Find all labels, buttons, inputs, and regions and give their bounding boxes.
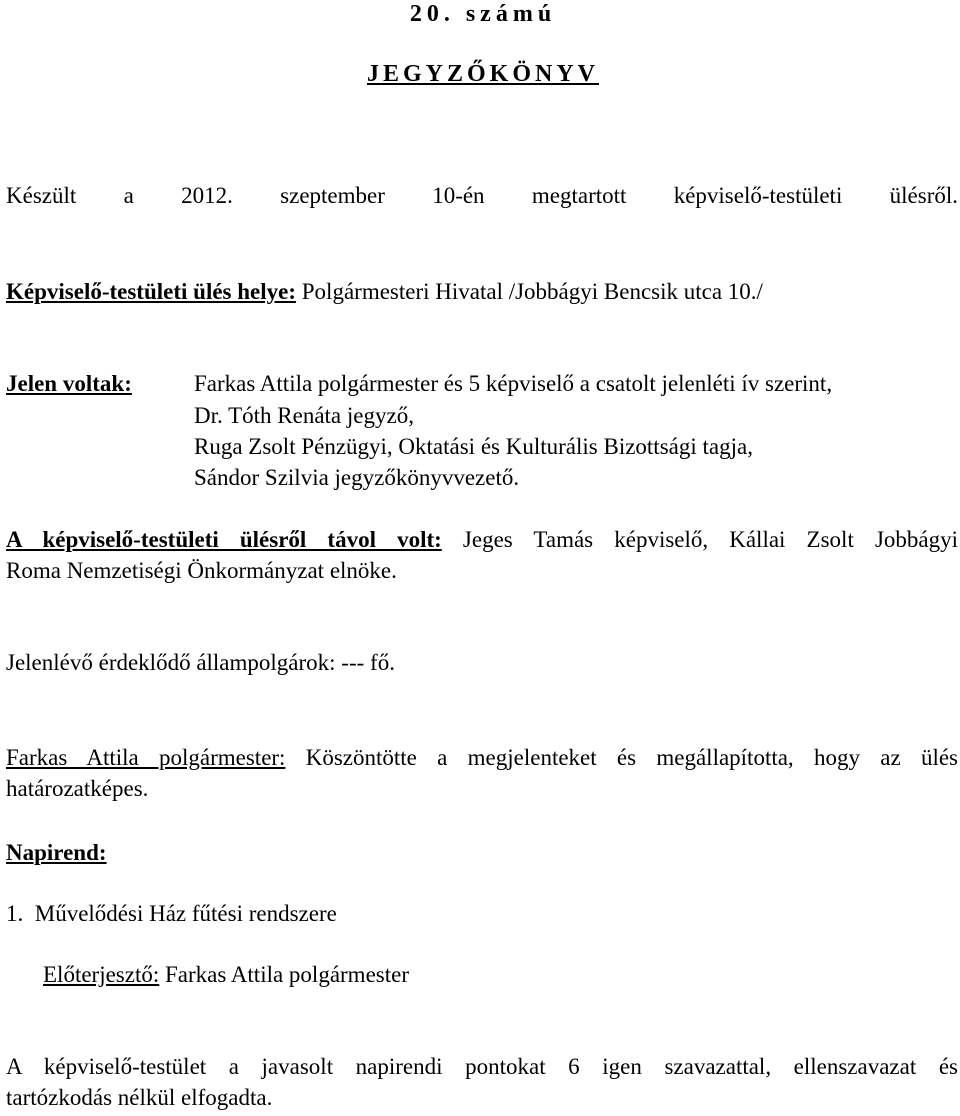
absent-line-2: Roma Nemzetiségi Önkormányzat elnöke. (6, 558, 397, 583)
mayor-line-1 (6, 744, 958, 772)
meeting-place (6, 278, 763, 306)
present-line-2: Dr. Tóth Renáta jegyző, (194, 403, 414, 428)
absent-value-1: Jeges Tamás képviselő, Kállai Zsolt Jobbágyi (441, 527, 958, 552)
presenter-value: Farkas Attila polgármester (159, 962, 409, 987)
presenter-line (43, 961, 409, 989)
mayor-line-2: határozatképes. (6, 776, 149, 801)
present-line-4: Sándor Szilvia jegyzőkönyvvezető. (194, 465, 520, 490)
mayor-text-1: Köszöntötte a megjelenteket és megállapította, hogy az ülés (285, 745, 958, 770)
meeting-place-value: Polgármesteri Hivatal /Jobbágyi Bencsik utca 10./ (296, 279, 763, 304)
decision-line-2: tartózkodás nélkül elfogadta. (6, 1085, 273, 1110)
agenda-item-1: 1. Művelődési Ház fűtési rendszere (6, 901, 337, 926)
meeting-place-label: Képviselő-testületi ülés helye: (6, 279, 297, 304)
intro-line: Készült a 2012. szeptember 10-én megtartott képviselő-testületi ülésről. (6, 183, 958, 208)
document-title: JEGYZŐKÖNYV (366, 61, 599, 87)
presenter-label: Előterjesztő: (43, 962, 160, 987)
present-label: Jelen voltak: (6, 371, 132, 396)
mayor-label: Farkas Attila polgármester: (6, 745, 286, 770)
agenda-heading: Napirend: (6, 840, 107, 865)
absent-label: A képviselő-testületi ülésről távol volt: (6, 527, 442, 552)
absent-line-1 (6, 526, 958, 554)
decision-line-1: A képviselő-testület a javasolt napirendi pontokat 6 igen szavazattal, ellenszavazat és (6, 1054, 958, 1079)
document-number: 20. számú (409, 1, 557, 27)
present-line-3: Ruga Zsolt Pénzügyi, Oktatási és Kulturális Bizottsági tagja, (194, 434, 753, 459)
citizens-line: Jelenlévő érdeklődő állampolgárok: --- fő. (6, 650, 395, 675)
present-line-1: Farkas Attila polgármester és 5 képviselő a csatolt jelenléti ív szerint, (194, 371, 833, 396)
